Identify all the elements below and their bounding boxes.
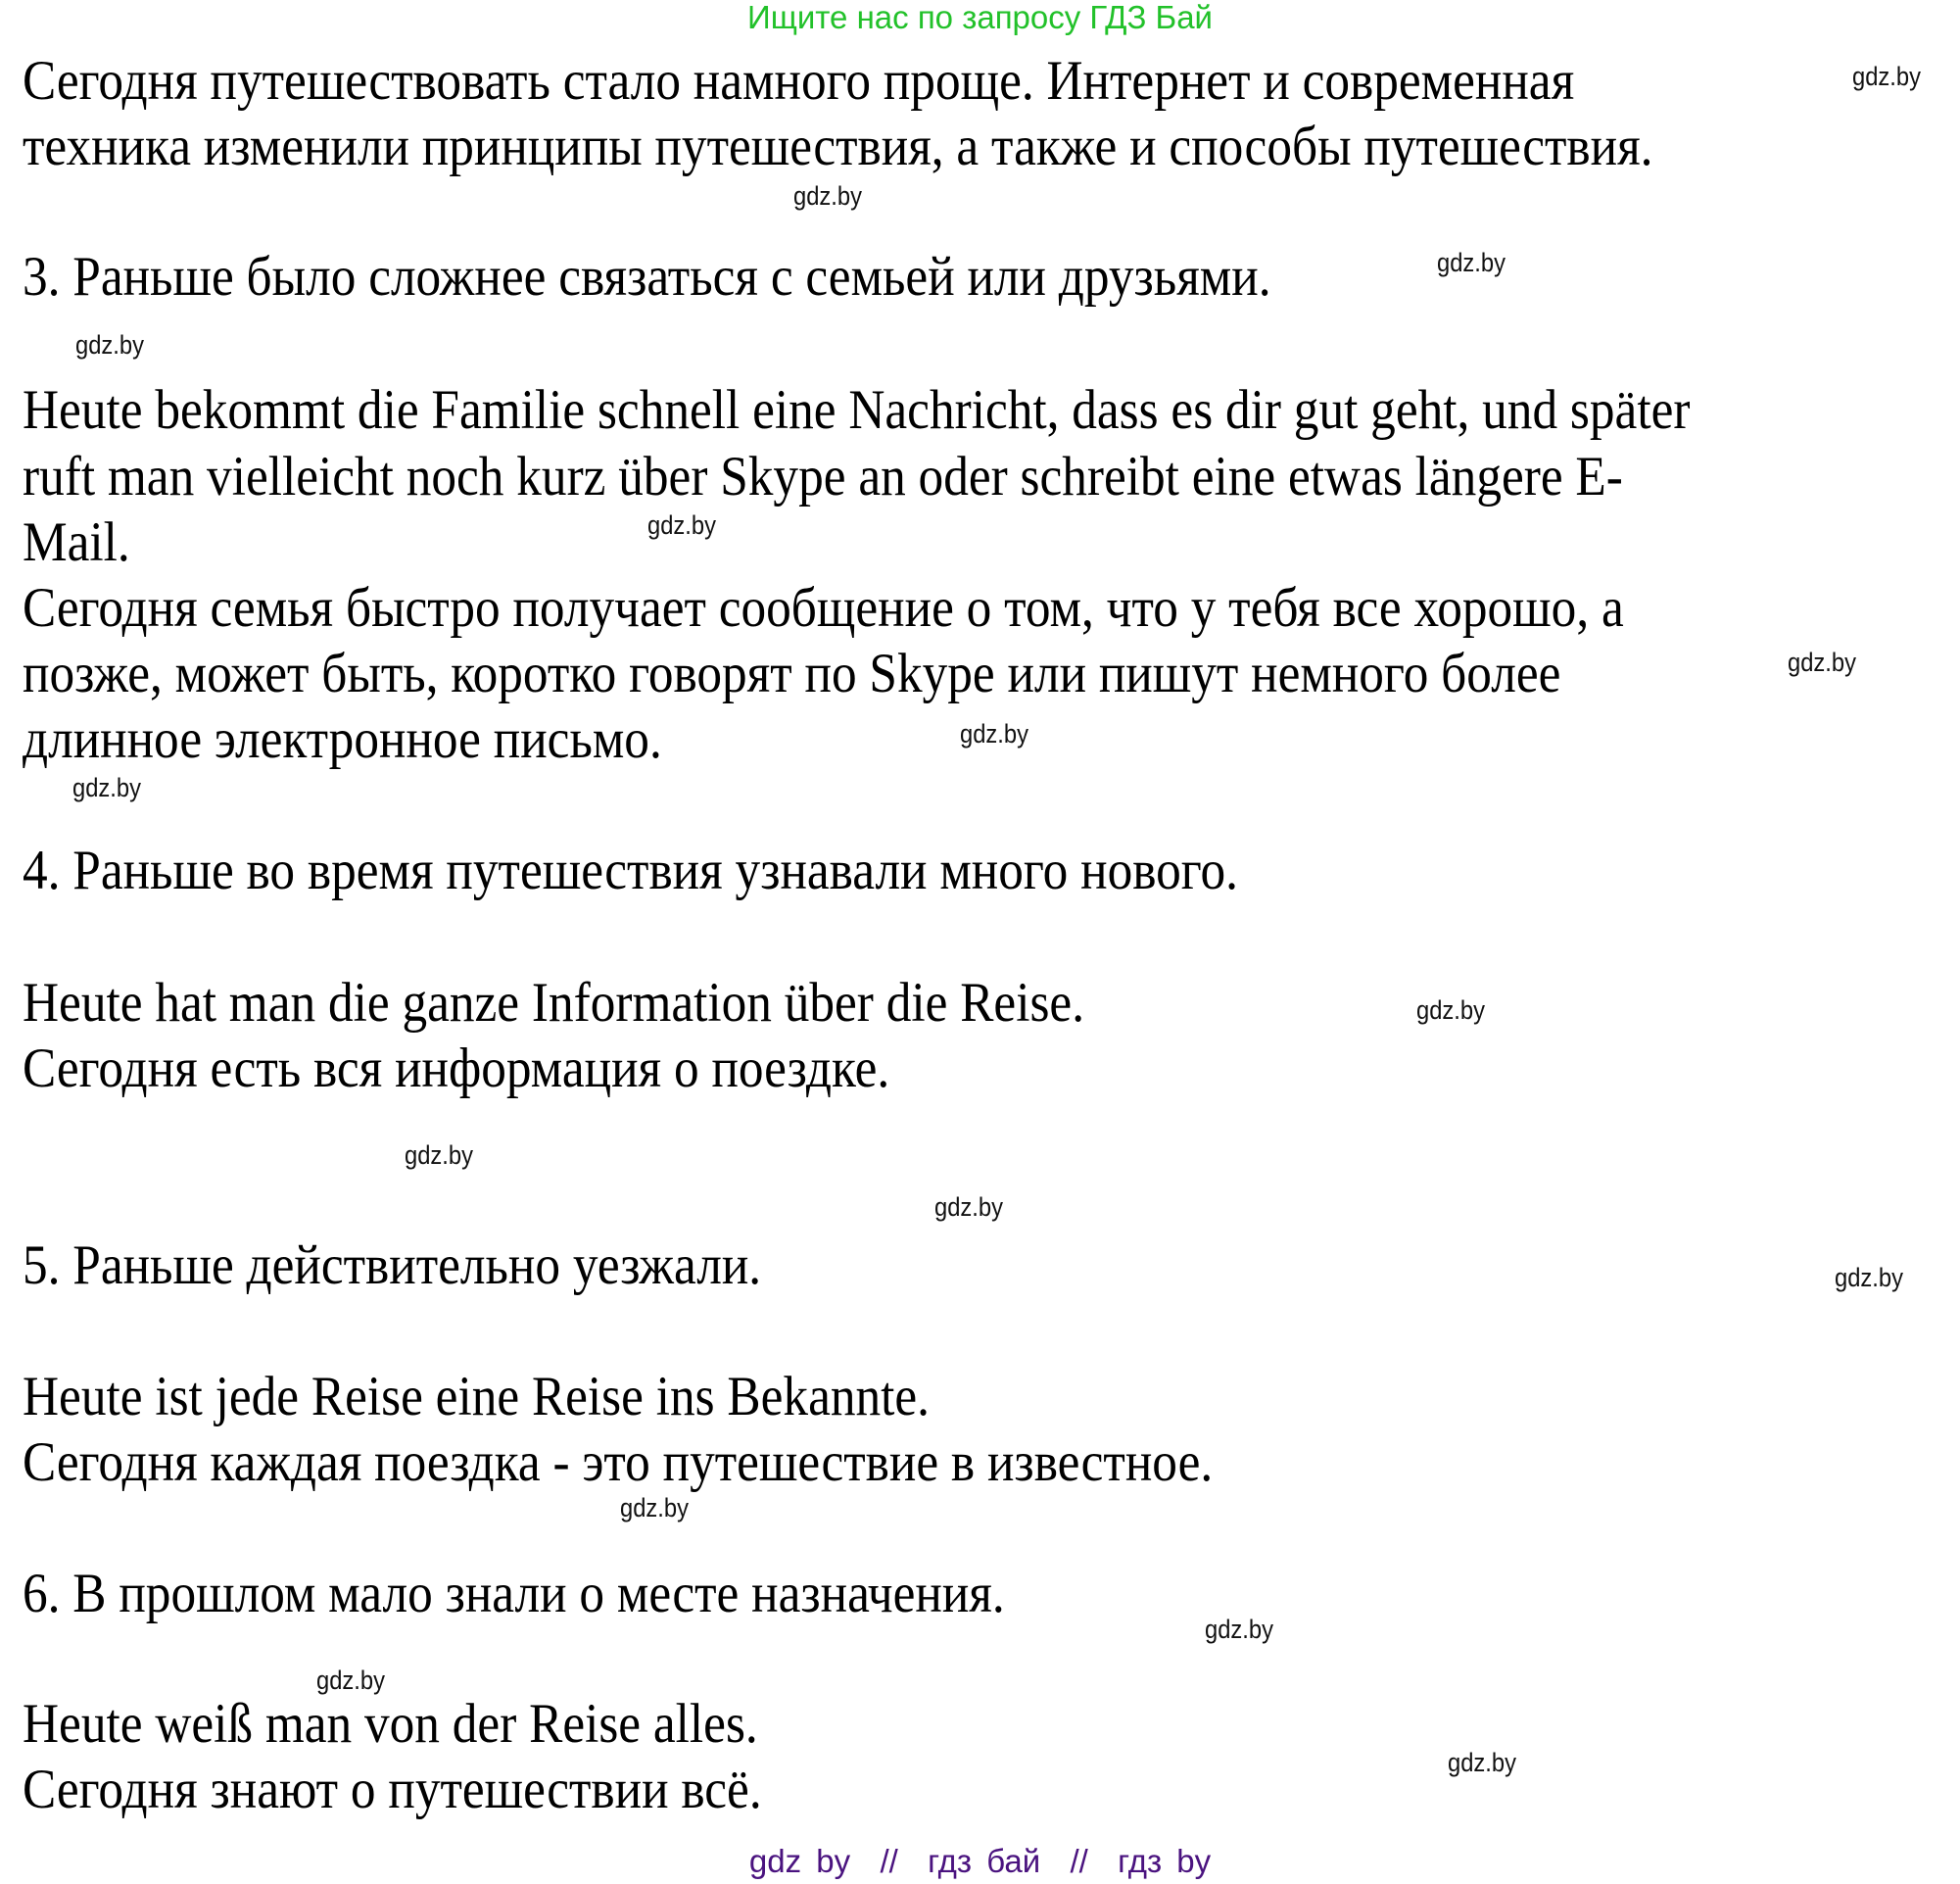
item-6-german: Heute weiß man von der Reise alles. — [23, 1693, 758, 1755]
item-5-russian: Сегодня каждая поездка - это путешествие в известное. — [23, 1431, 1214, 1493]
item-4-german: Heute hat man die ganze Information über die Reise. — [23, 972, 1085, 1034]
item-5-heading: 5. Раньше действительно уезжали. — [23, 1234, 762, 1296]
watermark: gdz.by — [405, 1140, 474, 1170]
watermark: gdz.by — [1852, 62, 1922, 91]
item-3-russian-line-1: Сегодня семья быстро получает сообщение о том, что у тебя все хорошо, а — [23, 577, 1624, 639]
item-3-russian-line-3: длинное электронное письмо. — [23, 708, 662, 770]
footer-site-links: gdz by // гдз бай // гдз by — [748, 1843, 1212, 1879]
item-6-russian: Сегодня знают о путешествии всё. — [23, 1759, 762, 1820]
intro-line-1: Сегодня путешествовать стало намного проще. Интернет и современная — [23, 50, 1575, 112]
item-4-heading: 4. Раньше во время путешествия узнавали много нового. — [23, 840, 1239, 901]
watermark: gdz.by — [1205, 1615, 1274, 1644]
watermark: gdz.by — [72, 773, 142, 802]
watermark: gdz.by — [75, 330, 145, 360]
item-5-german: Heute ist jede Reise eine Reise ins Bekannte. — [23, 1366, 930, 1427]
intro-line-2: техника изменили принципы путешествия, а также и способы путешествия. — [23, 116, 1653, 177]
watermark: gdz.by — [1416, 995, 1486, 1025]
watermark: gdz.by — [647, 510, 717, 540]
watermark: gdz.by — [1437, 248, 1506, 277]
watermark: gdz.by — [793, 181, 863, 211]
search-hint-banner: Ищите нас по запросу ГДЗ Бай — [747, 0, 1213, 35]
watermark: gdz.by — [1835, 1263, 1904, 1292]
watermark: gdz.by — [1448, 1748, 1517, 1777]
watermark: gdz.by — [620, 1493, 690, 1522]
item-3-russian-line-2: позже, может быть, коротко говорят по Skype или пишут немного более — [23, 643, 1561, 704]
item-4-russian: Сегодня есть вся информация о поездке. — [23, 1038, 890, 1099]
watermark: gdz.by — [316, 1666, 386, 1695]
item-3-heading: 3. Раньше было сложнее связаться с семьей или друзьями. — [23, 246, 1271, 308]
item-3-german-line-1: Heute bekommt die Familie schnell eine Nachricht, dass es dir gut geht, und später — [23, 379, 1691, 441]
item-6-heading: 6. В прошлом мало знали о месте назначения. — [23, 1563, 1005, 1624]
item-3-german-line-2: ruft man vielleicht noch kurz über Skype an oder schreibt eine etwas längere E- — [23, 446, 1623, 507]
watermark: gdz.by — [934, 1192, 1004, 1222]
watermark: gdz.by — [1788, 648, 1857, 677]
watermark: gdz.by — [960, 719, 1029, 749]
item-3-german-line-3: Mail. — [23, 511, 130, 573]
